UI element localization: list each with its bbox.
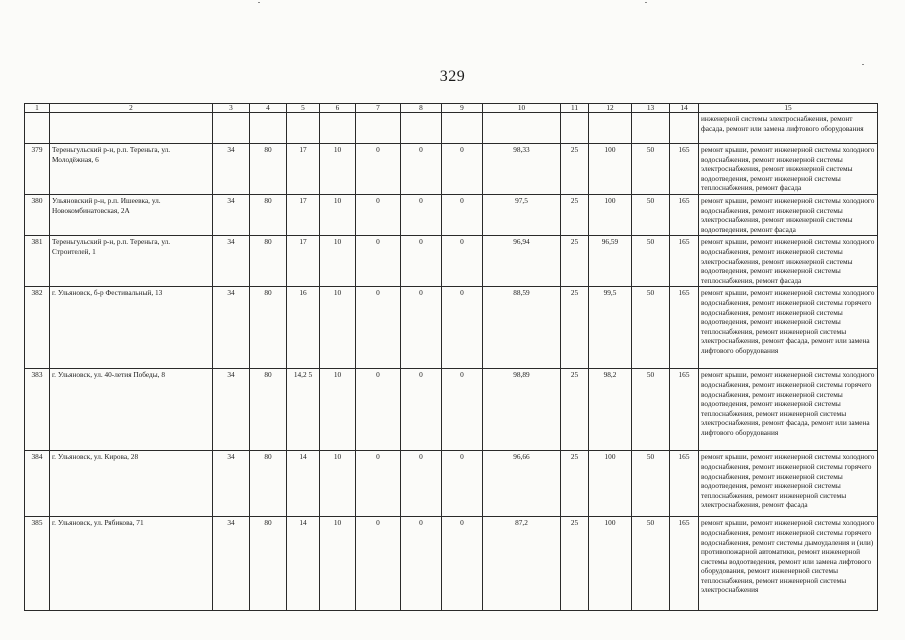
table-cell: 17 <box>287 144 320 195</box>
table-cell: 0 <box>442 451 483 517</box>
table-cell: 165 <box>670 287 699 369</box>
table-cell: 50 <box>632 144 670 195</box>
table-cell: 100 <box>589 517 632 611</box>
table-cell: 99,5 <box>589 287 632 369</box>
table-cell: 25 <box>561 369 589 451</box>
works-list: ремонт крыши, ремонт инженерной системы холодного водоснабжения, ремонт инженерной системы электроснабжения, ремонт инженерной системы водоотведения, ремонт инженерной системы теплоснабжения, ремонт фасада <box>699 236 878 287</box>
address: г. Ульяновск, ул. 40-летия Победы, 8 <box>50 369 213 451</box>
table-cell: 165 <box>670 451 699 517</box>
table-cell: 10 <box>320 194 356 235</box>
table-cell: 98,33 <box>483 144 561 195</box>
table-cell: 10 <box>320 144 356 195</box>
table-row <box>25 287 878 369</box>
table-cell: 25 <box>561 194 589 235</box>
table-cell: 80 <box>250 451 287 517</box>
table-cell: 34 <box>213 144 250 195</box>
table-cell: 34 <box>213 194 250 235</box>
page-number: 329 <box>439 68 466 85</box>
row-number: 382 <box>25 287 50 369</box>
works-list: ремонт крыши, ремонт инженерной системы холодного водоснабжения, ремонт инженерной системы электроснабжения, ремонт инженерной системы водоотведения, ремонт фасада <box>699 194 878 235</box>
table-cell: 34 <box>213 369 250 451</box>
table-cell: 165 <box>670 144 699 195</box>
table-cell: 34 <box>213 236 250 287</box>
table-cell: 80 <box>250 144 287 195</box>
table-cell: 0 <box>356 287 401 369</box>
table-cell: 0 <box>442 517 483 611</box>
table-cell: 50 <box>632 369 670 451</box>
table-cell: 0 <box>442 287 483 369</box>
table-cell: 0 <box>356 517 401 611</box>
row-number: 384 <box>25 451 50 517</box>
table-cell: 17 <box>287 194 320 235</box>
table-cell: 50 <box>632 517 670 611</box>
table-cell: 14 <box>287 517 320 611</box>
column-header: 3 <box>213 104 250 113</box>
row-number: 379 <box>25 144 50 195</box>
column-header: 9 <box>442 104 483 113</box>
table-cell: 80 <box>250 517 287 611</box>
table-cell: 96,94 <box>483 236 561 287</box>
table-cell: 17 <box>287 236 320 287</box>
table-cell: 87,2 <box>483 517 561 611</box>
table-cell: 165 <box>670 517 699 611</box>
table-cell: 0 <box>442 236 483 287</box>
table-cell: 34 <box>213 517 250 611</box>
data-table <box>24 103 878 611</box>
table-cell: 0 <box>401 517 442 611</box>
column-header: 10 <box>483 104 561 113</box>
works-list: ремонт крыши, ремонт инженерной системы холодного водоснабжения, ремонт инженерной системы электроснабжения, ремонт инженерной системы водоотведения, ремонт инженерной системы теплоснабжения, ремонт фасада <box>699 144 878 195</box>
address: Тереньгульский р-н, р.п. Тереньга, ул. Молодёжная, 6 <box>50 144 213 195</box>
table-cell: 80 <box>250 369 287 451</box>
table-row <box>25 144 878 195</box>
table-cell: 80 <box>250 194 287 235</box>
table-cell: 34 <box>213 451 250 517</box>
table-cell: 25 <box>561 144 589 195</box>
continuation-row <box>25 113 878 144</box>
table-cell: 16 <box>287 287 320 369</box>
table-row <box>25 451 878 517</box>
column-header: 12 <box>589 104 632 113</box>
table-cell: 0 <box>356 144 401 195</box>
works-list: ремонт крыши, ремонт инженерной системы холодного водоснабжения, ремонт инженерной системы горячего водоснабжения, ремонт инженерной системы водоотведения, ремонт инженерной системы теплоснабжения, ремонт инженерной системы электроснабжения, ремонт фасада, ремонт или замена лифтового оборудования <box>699 287 878 369</box>
column-header: 15 <box>699 104 878 113</box>
column-header: 2 <box>50 104 213 113</box>
address: г. Ульяновск, ул. Кирова, 28 <box>50 451 213 517</box>
row-number: 383 <box>25 369 50 451</box>
column-header: 7 <box>356 104 401 113</box>
column-header: 1 <box>25 104 50 113</box>
table-cell: 25 <box>561 287 589 369</box>
table-cell: 50 <box>632 287 670 369</box>
scan-mark <box>258 2 260 3</box>
table-cell: 0 <box>401 287 442 369</box>
table-cell: 98,2 <box>589 369 632 451</box>
column-header: 8 <box>401 104 442 113</box>
table-row <box>25 194 878 235</box>
scan-mark <box>862 64 864 65</box>
address: г. Ульяновск, б-р Фестивальный, 13 <box>50 287 213 369</box>
table-cell: 88,59 <box>483 287 561 369</box>
table-cell: 98,89 <box>483 369 561 451</box>
table-cell: 10 <box>320 517 356 611</box>
table-cell: 25 <box>561 451 589 517</box>
table-cell: 0 <box>401 194 442 235</box>
table-cell: 165 <box>670 194 699 235</box>
table-cell: 165 <box>670 369 699 451</box>
table-cell: 10 <box>320 369 356 451</box>
table-cell: 0 <box>356 451 401 517</box>
table-cell: 0 <box>401 451 442 517</box>
column-header: 14 <box>670 104 699 113</box>
row-number: 385 <box>25 517 50 611</box>
table-cell: 100 <box>589 194 632 235</box>
table-cell: 0 <box>442 369 483 451</box>
column-header: 6 <box>320 104 356 113</box>
table-cell: 97,5 <box>483 194 561 235</box>
table-cell: 80 <box>250 236 287 287</box>
table-cell: 14 <box>287 451 320 517</box>
header-row <box>25 104 878 113</box>
table-cell: 25 <box>561 236 589 287</box>
table-cell: 10 <box>320 236 356 287</box>
table-cell: 0 <box>442 194 483 235</box>
address: Ульяновский р-н, р.п. Ишеевка, ул. Новокомбинатовская, 2А <box>50 194 213 235</box>
column-header: 4 <box>250 104 287 113</box>
works-list: ремонт крыши, ремонт инженерной системы холодного водоснабжения, ремонт инженерной системы горячего водоснабжения, ремонт инженерной системы водоотведения, ремонт инженерной системы теплоснабжения, ремонт инженерной системы электроснабжения, ремонт фасада, ремонт или замена лифтового оборудования <box>699 369 878 451</box>
table-cell: 14,2 5 <box>287 369 320 451</box>
table-cell: 0 <box>356 194 401 235</box>
scan-mark <box>645 2 647 3</box>
table-cell: 96,66 <box>483 451 561 517</box>
table-cell: 0 <box>356 236 401 287</box>
column-header: 13 <box>632 104 670 113</box>
table-cell: 10 <box>320 451 356 517</box>
table-cell: 100 <box>589 144 632 195</box>
table-cell: 0 <box>401 369 442 451</box>
table-cell: 10 <box>320 287 356 369</box>
table-cell: 50 <box>632 451 670 517</box>
table-cell: 0 <box>442 144 483 195</box>
column-header: 11 <box>561 104 589 113</box>
table-cell: 80 <box>250 287 287 369</box>
table-cell: 0 <box>401 144 442 195</box>
column-header: 5 <box>287 104 320 113</box>
table-cell: 25 <box>561 517 589 611</box>
table-cell: 100 <box>589 451 632 517</box>
works-list: ремонт крыши, ремонт инженерной системы холодного водоснабжения, ремонт инженерной системы горячего водоснабжения, ремонт инженерной системы водоотведения, ремонт инженерной системы теплоснабжения, ремонт инженерной системы электроснабжения, ремонт фасада <box>699 451 878 517</box>
table-cell: 165 <box>670 236 699 287</box>
table-row <box>25 369 878 451</box>
table-row <box>25 517 878 611</box>
table-cell: 50 <box>632 194 670 235</box>
row-number: 380 <box>25 194 50 235</box>
row-number: 381 <box>25 236 50 287</box>
address: г. Ульяновск, ул. Рябикова, 71 <box>50 517 213 611</box>
works-list: инженерной системы электроснабжения, ремонт фасада, ремонт или замена лифтового оборудования <box>699 113 878 144</box>
table-cell: 34 <box>213 287 250 369</box>
table-row <box>25 236 878 287</box>
table-cell: 0 <box>356 369 401 451</box>
address: Тереньгульский р-н, р.п. Тереньга, ул. Строителей, 1 <box>50 236 213 287</box>
table-cell: 0 <box>401 236 442 287</box>
table-cell: 96,59 <box>589 236 632 287</box>
works-list: ремонт крыши, ремонт инженерной системы холодного водоснабжения, ремонт инженерной системы горячего водоснабжения, ремонт системы дымоудаления и (или) противопожарной автоматики, ремонт инженерной системы водоотведения, ремонт или замена лифтового оборудования, ремонт инженерной системы теплоснабжения, ремонт инженерной системы электроснабжения <box>699 517 878 611</box>
table-cell: 50 <box>632 236 670 287</box>
